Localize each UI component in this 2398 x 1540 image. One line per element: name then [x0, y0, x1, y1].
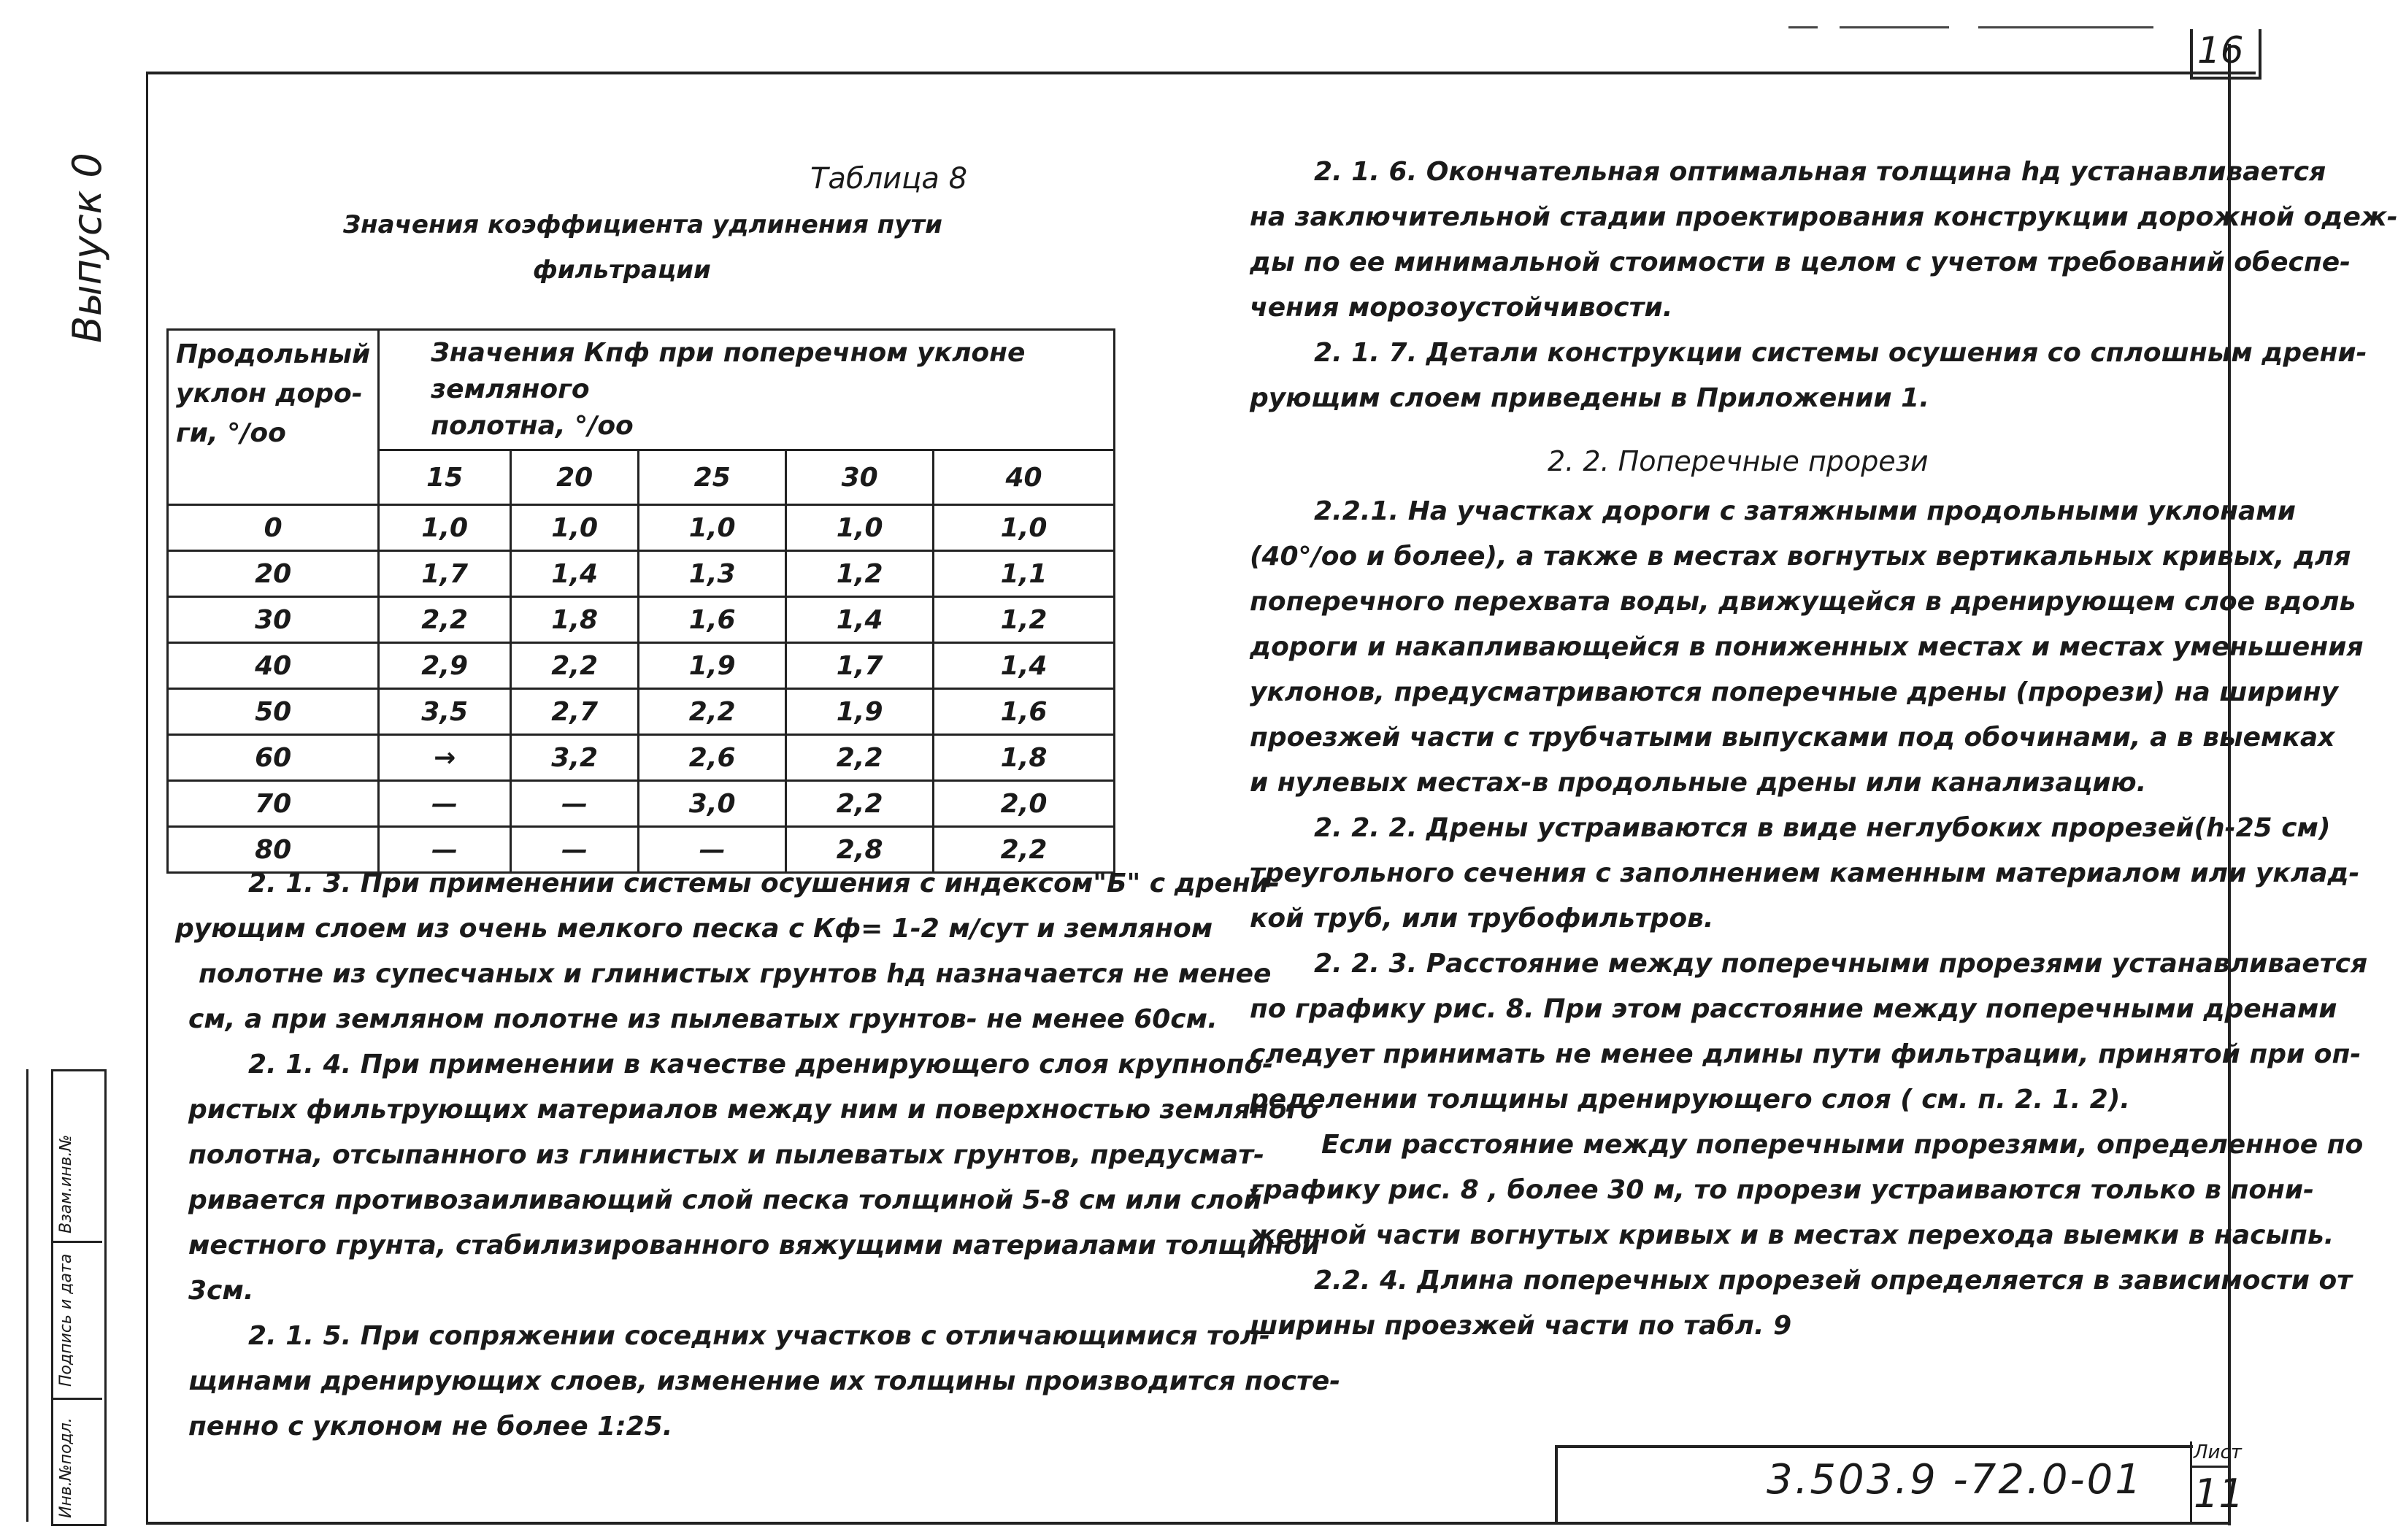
header-slope-line: уклон доро-	[176, 379, 363, 409]
left-paragraph-line: см, а при земляном полотне из пылеватых грунтов- не менее 60см.	[188, 1004, 1218, 1034]
right-paragraph-line: ды по ее минимальной стоимости в целом с учетом требований обеспе-	[1250, 247, 2351, 277]
sheet-divider	[2190, 1466, 2228, 1468]
table-cell: 1,9	[786, 689, 934, 735]
right-paragraph-line: Если расстояние между поперечными прорезями, определенное по	[1321, 1130, 2364, 1160]
table-cell: 1,2	[786, 551, 934, 597]
table-cell: 1,1	[934, 551, 1115, 597]
table-row	[168, 689, 1115, 735]
decor-dash	[1788, 26, 1818, 28]
table-cell: 1,4	[511, 551, 639, 597]
row-slope: 40	[168, 643, 379, 689]
table-cell: 2,0	[934, 781, 1115, 827]
table-cell: —	[511, 827, 639, 873]
table-cell: →	[379, 735, 511, 781]
right-paragraph-line: 2. 1. 7. Детали конструкции системы осушения со сплошным дрени-	[1314, 338, 2367, 368]
left-paragraph-line: 3см.	[188, 1276, 254, 1306]
left-paragraph-line: полотна, отсыпанного из глинистых и пылеватых грунтов, предусмат-	[188, 1140, 1265, 1170]
table-cell: 1,0	[379, 505, 511, 551]
decor-dash	[1978, 26, 2153, 28]
table-cell: 3,0	[639, 781, 786, 827]
table-cell: 2,2	[639, 689, 786, 735]
right-paragraph-line: по графику рис. 8. При этом расстояние между поперечными дренами	[1250, 994, 2337, 1024]
stamp-label-inv: Инв.№подл.	[57, 1417, 75, 1518]
left-paragraph-line: ристых фильтрующих материалов между ним и поверхностью земляного	[188, 1095, 1318, 1125]
table-row	[168, 597, 1115, 643]
frame-left-border	[146, 72, 148, 1524]
frame-top-border	[146, 72, 2256, 74]
right-paragraph-line: 2. 1. 6. Окончательная оптимальная толщина hд устанавливается	[1314, 157, 2326, 187]
table-cell: 1,8	[934, 735, 1115, 781]
right-paragraph-line: рующим слоем приведены в Приложении 1.	[1250, 383, 1929, 413]
column-header: 20	[511, 450, 639, 505]
table-cell: 2,8	[786, 827, 934, 873]
right-paragraph-line: ширины проезжей части по табл. 9	[1250, 1311, 1792, 1341]
table-cell: 1,0	[511, 505, 639, 551]
left-paragraph-line: пенно с уклоном не более 1:25.	[188, 1412, 673, 1441]
table-cell: 1,0	[639, 505, 786, 551]
table-cell: 2,2	[786, 735, 934, 781]
table-caption: Таблица 8	[810, 162, 968, 196]
left-paragraph-line: полотне из супесчаных и глинистых грунтов hд назначается не менее	[199, 959, 1272, 989]
table-cell: 2,2	[786, 781, 934, 827]
left-paragraph-line: рующим слоем из очень мелкого песка с Кф= 1-2 м/сут и земляном	[175, 914, 1213, 944]
column-header: 15	[379, 450, 511, 505]
header-kpf	[379, 330, 1115, 450]
right-paragraph-line: (40°/оо и более), а также в местах вогнутых вертикальных кривых, для	[1250, 542, 2351, 571]
stamp-divider	[51, 1398, 102, 1400]
left-paragraph-line: ривается противозаиливающий слой песка толщиной 5-8 см или слой	[188, 1185, 1262, 1215]
table-cell: 2,7	[511, 689, 639, 735]
table-cell: 1,3	[639, 551, 786, 597]
left-paragraph-line: 2. 1. 3. При применении системы осушения с индексом"Б" с дрени-	[248, 869, 1280, 898]
row-slope: 60	[168, 735, 379, 781]
table-cell: 1,7	[786, 643, 934, 689]
right-paragraph-line: проезжей части с трубчатыми выпусками под обочинами, а в выемках	[1250, 723, 2335, 752]
table-cell: 1,6	[639, 597, 786, 643]
header-kpf-line: полотна, °/оо	[431, 411, 634, 441]
right-paragraph-line: на заключительной стадии проектирования конструкции дорожной одеж-	[1250, 202, 2398, 232]
table-cell: —	[379, 781, 511, 827]
table-title-line1: Значения коэффициента удлинения пути	[343, 210, 942, 239]
stamp-outer-line	[26, 1069, 28, 1522]
sheet-label: Лист	[2194, 1441, 2242, 1463]
table-cell: 2,9	[379, 643, 511, 689]
document-code: 3.503.9 -72.0-01	[1767, 1456, 2143, 1504]
table-cell: 2,2	[511, 643, 639, 689]
row-slope: 80	[168, 827, 379, 873]
table-cell: 2,6	[639, 735, 786, 781]
right-paragraph-line: треугольного сечения с заполнением каменным материалом или уклад-	[1250, 858, 2360, 888]
column-header: 30	[786, 450, 934, 505]
row-slope: 20	[168, 551, 379, 597]
left-paragraph-line: 2. 1. 4. При применении в качестве дренирующего слоя крупнопо-	[248, 1050, 1274, 1079]
table-cell: 1,4	[934, 643, 1115, 689]
right-paragraph-line: дороги и накапливающейся в пониженных местах и местах уменьшения	[1250, 632, 2364, 662]
header-kpf-line: Значения Кпф при поперечном уклоне земляного	[431, 338, 1026, 404]
right-paragraph-line: 2. 2. 2. Дрены устраиваются в виде неглубоких прорезей(h-25 см)	[1314, 813, 2331, 843]
row-slope: 0	[168, 505, 379, 551]
header-slope-line: ги, °/оо	[176, 418, 286, 448]
right-paragraph-line: 2.2. 4. Длина поперечных прорезей определяется в зависимости от	[1314, 1266, 2353, 1295]
right-paragraph-line: женной части вогнутых кривых и в местах перехода выемки в насыпь.	[1250, 1220, 2334, 1250]
right-paragraph-line: 2.2.1. На участках дороги с затяжными продольными уклонами	[1314, 496, 2296, 526]
table-row	[168, 643, 1115, 689]
table-cell: —	[379, 827, 511, 873]
table-cell: 1,4	[786, 597, 934, 643]
right-paragraph-line: 2. 2. 3. Расстояние между поперечными прорезями устанавливается	[1314, 949, 2368, 979]
table-cell: 1,7	[379, 551, 511, 597]
row-slope: 70	[168, 781, 379, 827]
table-cell: 1,2	[934, 597, 1115, 643]
table-cell: 1,9	[639, 643, 786, 689]
right-paragraph-line: графику рис. 8 , более 30 м, то прорези устраиваются только в пони-	[1250, 1175, 2315, 1205]
corner-page-number: 16	[2197, 29, 2244, 72]
right-paragraph-line: поперечного перехвата воды, движущейся в дренирующем слое вдоль	[1250, 587, 2356, 617]
section-heading: 2. 2. Поперечные прорези	[1548, 445, 1929, 477]
table-row	[168, 781, 1115, 827]
table-cell: —	[639, 827, 786, 873]
row-slope: 30	[168, 597, 379, 643]
left-paragraph-line: 2. 1. 5. При сопряжении соседних участков с отличающимися тол-	[248, 1321, 1270, 1351]
table-cell: 1,8	[511, 597, 639, 643]
stamp-label-replace: Взам.инв.№	[57, 1134, 75, 1233]
table-cell: 1,0	[934, 505, 1115, 551]
right-paragraph-line: кой труб, или трубофильтров.	[1250, 904, 1714, 933]
table-cell: —	[511, 781, 639, 827]
right-paragraph-line: чения морозоустойчивости.	[1250, 293, 1673, 323]
header-slope	[168, 330, 379, 505]
decor-dash	[1840, 26, 1949, 28]
left-paragraph-line: щинами дренирующих слоев, изменение их толщины производится посте-	[188, 1366, 1341, 1396]
table-cell: 1,0	[786, 505, 934, 551]
table-row	[168, 551, 1115, 597]
table-cell: 3,2	[511, 735, 639, 781]
right-paragraph-line: следует принимать не менее длины пути фильтрации, принятой при оп-	[1250, 1039, 2362, 1069]
row-slope: 50	[168, 689, 379, 735]
header-slope-line: Продольный	[176, 339, 371, 369]
table-cell: 1,6	[934, 689, 1115, 735]
issue-label: Выпуск 0	[64, 153, 110, 343]
coefficient-table	[166, 328, 1115, 874]
stamp-divider	[51, 1241, 102, 1243]
table-row	[168, 505, 1115, 551]
table-cell: 3,5	[379, 689, 511, 735]
table-row	[168, 735, 1115, 781]
right-paragraph-line: и нулевых местах-в продольные дрены или канализацию.	[1250, 768, 2147, 798]
column-header: 40	[934, 450, 1115, 505]
stamp-label-signature: Подпись и дата	[57, 1253, 75, 1387]
table-title-line2: фильтрации	[533, 255, 711, 285]
right-paragraph-line: ределении толщины дренирующего слоя ( см. п. 2. 1. 2).	[1250, 1085, 2130, 1114]
sheet-number: 11	[2194, 1471, 2244, 1517]
table-cell: 2,2	[934, 827, 1115, 873]
column-header: 25	[639, 450, 786, 505]
table-cell: 2,2	[379, 597, 511, 643]
right-paragraph-line: уклонов, предусматриваются поперечные дрены (прорези) на ширину	[1250, 677, 2339, 707]
left-paragraph-line: местного грунта, стабилизированного вяжущими материалами толщиной	[188, 1231, 1321, 1260]
